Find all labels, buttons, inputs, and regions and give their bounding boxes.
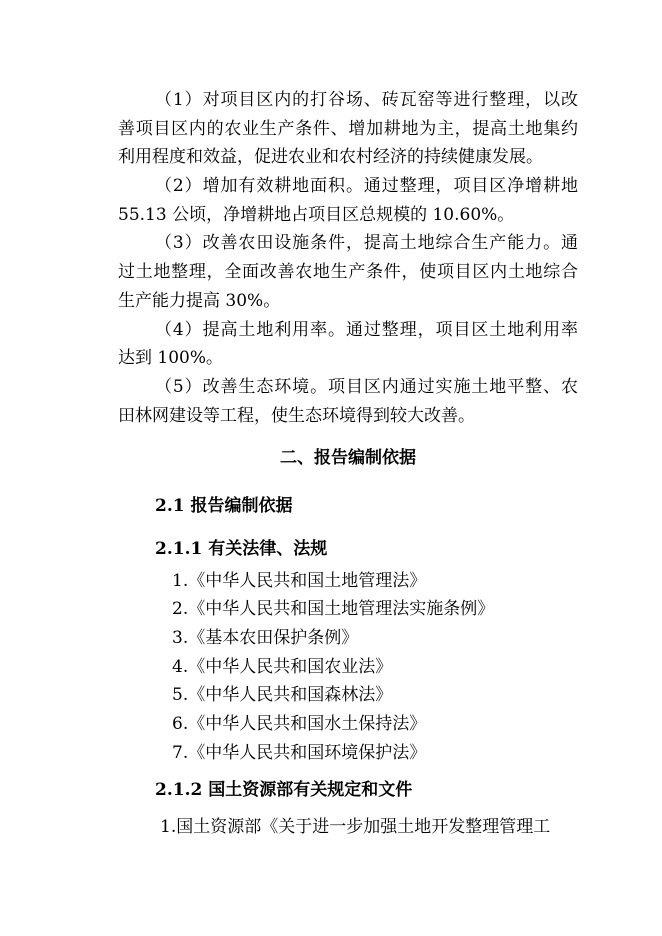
paragraph-line: 55.13 公顷，净增耕地占项目区总规模的 10.60%。 [118, 204, 515, 225]
list-item: 2.《中华人民共和国土地管理法实施条例》 [172, 599, 495, 620]
list-item: 5.《中华人民共和国森林法》 [172, 685, 393, 706]
section-heading: 二、报告编制依据 [280, 448, 416, 469]
document-list [118, 813, 578, 842]
list-item: 3.《基本农田保护条例》 [172, 627, 359, 648]
paragraph-line: 达到 100%。 [118, 348, 224, 369]
list-item: 4.《中华人民共和国农业法》 [172, 656, 393, 677]
text-body [118, 86, 578, 842]
list-item: 6.《中华人民共和国水土保持法》 [172, 713, 427, 734]
list-item: 7.《中华人民共和国环境保护法》 [172, 742, 427, 763]
paragraph-2 [118, 172, 578, 229]
paragraph-line: （2）增加有效耕地面积。通过整理，项目区净增耕地 [155, 176, 578, 197]
paragraph-3 [118, 229, 578, 315]
subsection-heading-2-1: 2.1 报告编制依据 [155, 495, 293, 516]
paragraph-1 [118, 86, 578, 172]
paragraph-line: 田林网建设等工程，使生态环境得到较大改善。 [118, 405, 475, 426]
paragraph-line: （1）对项目区内的打谷场、砖瓦窑等进行整理，以改 [155, 90, 578, 110]
subsection-heading-2-1-1: 2.1.1 有关法律、法规 [155, 538, 328, 559]
list-item: 1.国土资源部《关于进一步加强土地开发整理管理工 [160, 817, 551, 837]
paragraph-line: 生产能力提高 30%。 [118, 290, 281, 311]
paragraph-4 [118, 316, 578, 373]
subsection-heading-2-1-2: 2.1.2 国土资源部有关规定和文件 [155, 780, 413, 801]
paragraph-line: 过土地整理，全面改善农地生产条件，使项目区内土地综合 [118, 262, 578, 283]
list-item: 1.《中华人民共和国土地管理法》 [172, 570, 427, 591]
paragraph-line: （3）改善农田设施条件，提高土地综合生产能力。通 [155, 233, 578, 254]
paragraph-5 [118, 373, 578, 430]
law-list [118, 567, 578, 768]
paragraph-line: 利用程度和效益，促进农业和农村经济的持续健康发展。 [118, 147, 543, 168]
paragraph-line: 善项目区内的农业生产条件、增加耕地为主，提高土地集约 [118, 118, 578, 139]
paragraph-line: （4）提高土地利用率。通过整理，项目区土地利用率 [155, 319, 578, 340]
paragraph-line: （5）改善生态环境。项目区内通过实施土地平整、农 [155, 376, 578, 397]
